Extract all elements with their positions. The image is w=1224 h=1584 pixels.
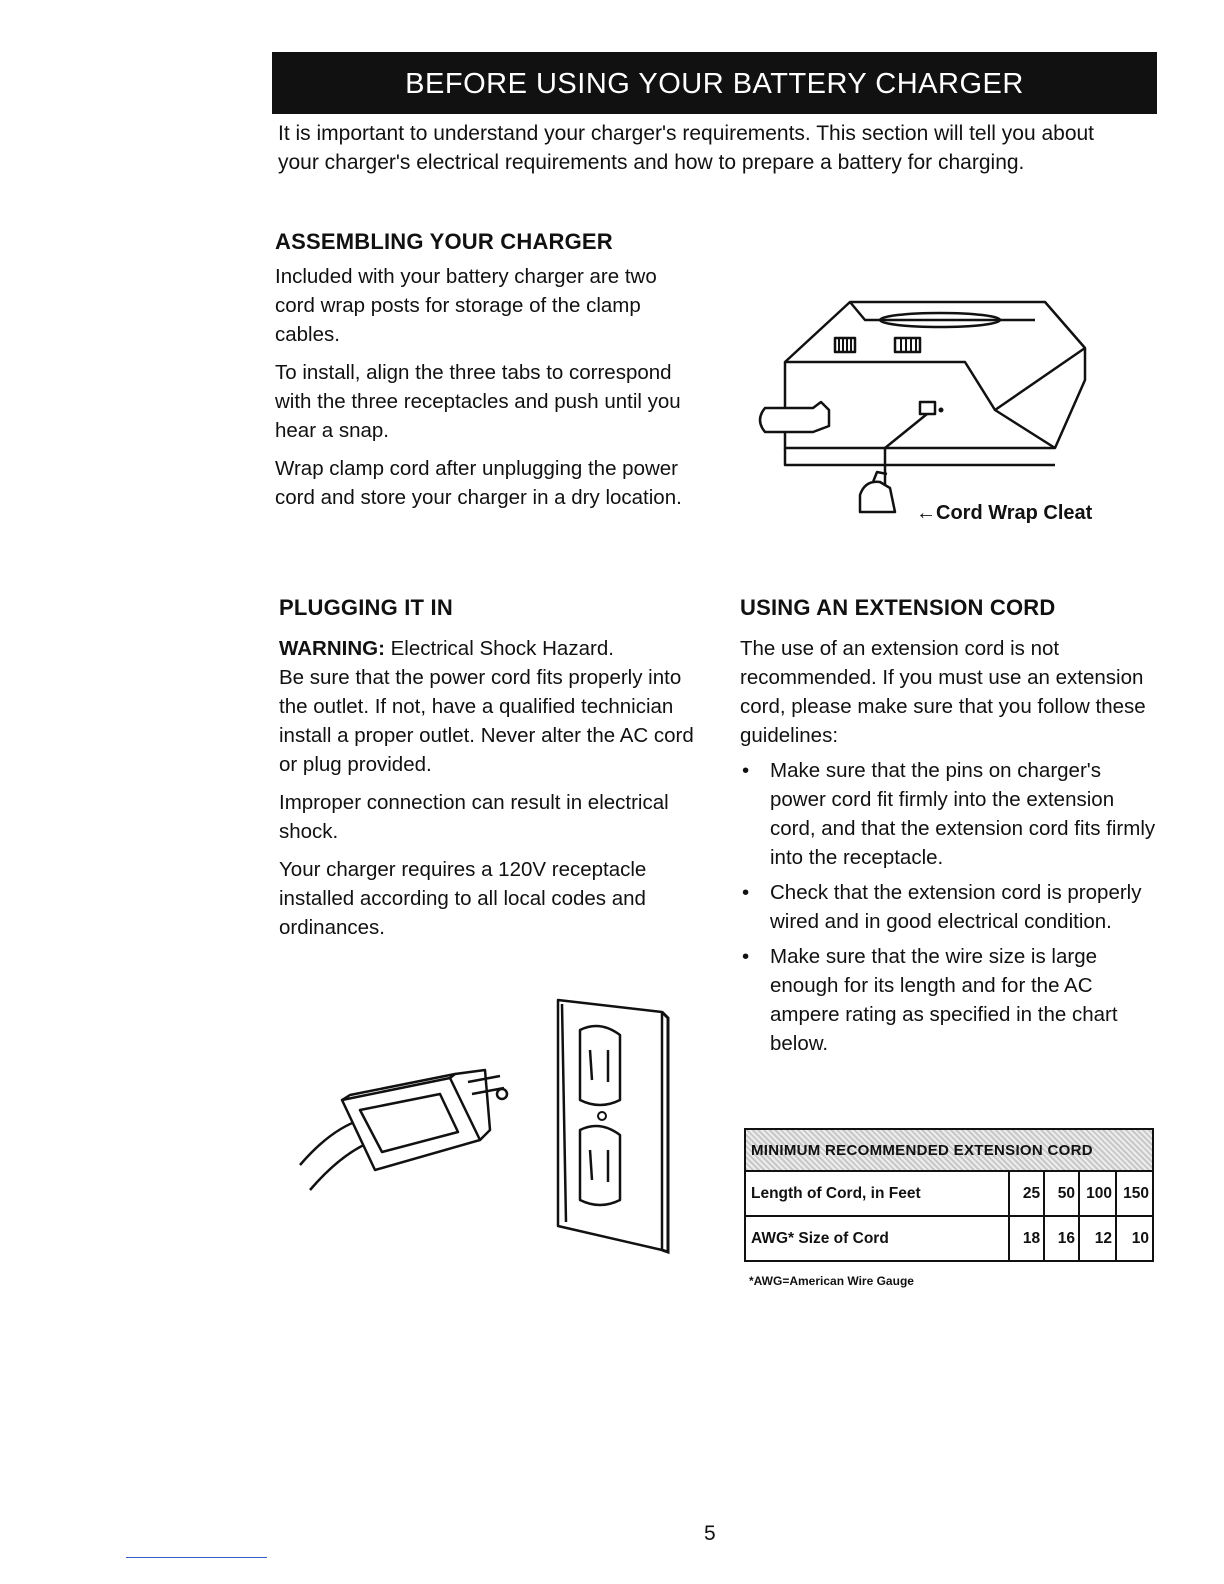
extension-body — [740, 634, 1160, 1058]
table-cell: 10 — [1116, 1216, 1153, 1261]
table-footnote: *AWG=American Wire Gauge — [749, 1274, 914, 1288]
table-title-row — [745, 1129, 1153, 1171]
table-cell: 50 — [1044, 1171, 1079, 1216]
arrow-left-icon: ← — [916, 502, 936, 524]
extension-heading: USING AN EXTENSION CORD — [740, 595, 1056, 620]
table-cell: 16 — [1044, 1216, 1079, 1261]
assembling-paragraph-2: To install, align the three tabs to correspond with the three receptacles and push until you hear a snap. — [275, 361, 681, 442]
warning-paragraph — [279, 634, 699, 779]
table-cell: 100 — [1079, 1171, 1116, 1216]
guideline-list — [740, 756, 1160, 1058]
row-label: Length of Cord, in Feet — [745, 1171, 1009, 1216]
table-cell: 12 — [1079, 1216, 1116, 1261]
intro-paragraph: It is important to understand your charger's requirements. This section will tell you about your charger's electrical requirements and how to prepare a battery for charging. — [278, 122, 1095, 174]
table-cell: 25 — [1009, 1171, 1044, 1216]
plugging-paragraph-1: Be sure that the power cord fits properly into the outlet. If not, have a qualified technician install a proper outlet. Never alter the AC cord or plug provided. — [279, 666, 694, 776]
assembling-heading: ASSEMBLING YOUR CHARGER — [275, 229, 613, 254]
table-cell: 18 — [1009, 1216, 1044, 1261]
warning-text: Electrical Shock Hazard. — [384, 637, 614, 660]
plugging-heading: PLUGGING IT IN — [279, 595, 453, 620]
guideline-item: • Check that the extension cord is properly wired and in good electrical condition. — [740, 878, 1160, 936]
table-row — [745, 1216, 1153, 1261]
cord-wrap-cleat-label: ←Cord Wrap Cleat — [916, 502, 1093, 524]
assembling-paragraph-3: Wrap clamp cord after unplugging the power cord and store your charger in a dry location. — [275, 457, 682, 509]
table-cell: 150 — [1116, 1171, 1153, 1216]
table-title: MINIMUM RECOMMENDED EXTENSION CORD — [745, 1129, 1153, 1171]
section-banner: BEFORE USING YOUR BATTERY CHARGER — [272, 52, 1157, 114]
warning-label: WARNING: — [279, 637, 385, 660]
page-number: 5 — [704, 1522, 716, 1545]
plugging-paragraph-2: Improper connection can result in electrical shock. — [279, 791, 669, 843]
plugging-body — [279, 634, 699, 942]
row-label: AWG* Size of Cord — [745, 1216, 1009, 1261]
guideline-item: • Make sure that the pins on charger's power cord fit firmly into the extension cord, and that the extension cord fits firmly into the receptacle. — [740, 756, 1160, 872]
extension-cord-table — [744, 1128, 1154, 1262]
assembling-body — [275, 262, 695, 512]
guideline-item: • Make sure that the wire size is large enough for its length and for the AC ampere rating as specified in the chart below. — [740, 942, 1160, 1058]
table-row — [745, 1171, 1153, 1216]
bottom-rule — [126, 1557, 267, 1558]
plugging-paragraph-3: Your charger requires a 120V receptacle installed according to all local codes and ordinances. — [279, 858, 647, 939]
extension-intro: The use of an extension cord is not recommended. If you must use an extension cord, please make sure that you follow these guidelines: — [740, 637, 1146, 747]
plug-and-outlet-illustration — [290, 990, 690, 1260]
assembling-paragraph-1: Included with your battery charger are two cord wrap posts for storage of the clamp cables. — [275, 265, 657, 346]
